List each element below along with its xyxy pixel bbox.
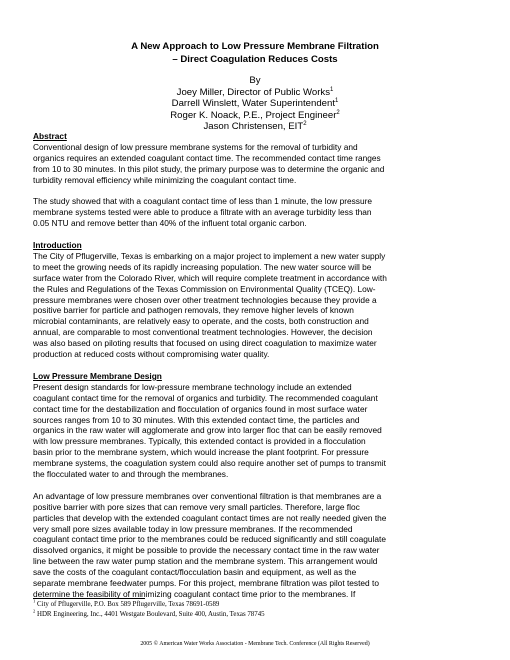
design-heading: Low Pressure Membrane Design: [33, 370, 162, 381]
footnote-text: HDR Engineering, Inc., 4401 Westgate Boulevard, Suite 400, Austin, Texas 78745: [36, 610, 265, 618]
text-line: was also based on piloting results that focused on using direct coagulation to maximize water: [33, 338, 377, 349]
affiliation-mark: 1: [335, 98, 339, 104]
design-paragraph-2: [33, 491, 480, 600]
body-text: [33, 131, 480, 600]
text-line: pressure membranes were chosen over other treatment technologies because they provide a: [33, 294, 377, 305]
text-line: contact time for the destabilization and flocculation of organics found in most surface water: [33, 403, 368, 414]
page-footer: 2005 © American Water Works Association - Membrane Tech. Conference (All Rights Reserved): [140, 641, 370, 647]
text-line: positive barrier with pore sizes that can remove very small particles. Therefore, large floc: [33, 501, 360, 512]
text-line: production at reduced costs without compromising water quality.: [33, 349, 270, 360]
author-name: Roger K. Noack, P.E., Project Engineer: [170, 109, 337, 121]
text-line: positive barrier for particle and pathogen removals, they remove higher levels of known: [33, 305, 354, 316]
text-line: particles that develop with the extended coagulant contact times are not really needed given the: [33, 512, 387, 523]
text-line: Conventional design of low pressure membrane systems for the removal of turbidity and: [33, 141, 358, 152]
title-line-1: A New Approach to Low Pressure Membrane Filtration: [131, 41, 379, 52]
footnote: [33, 610, 480, 620]
text-line: The City of Pflugerville, Texas is embarking on a major project to implement a new water supply: [33, 250, 386, 261]
text-line: The study showed that with a coagulant contact time of less than 1 minute, the low pressure: [33, 196, 373, 207]
text-line: Present design standards for low-pressure membrane technology include an extended: [33, 381, 352, 392]
abstract-heading: Abstract: [33, 131, 67, 141]
text-line: turbidity removal efficiency while minimizing the coagulant contact time.: [33, 174, 297, 185]
footnotes: [33, 600, 480, 620]
author-block: [0, 75, 510, 133]
text-line: to meet the growing needs of its rapidly increasing population. The new water source will be: [33, 261, 372, 272]
text-line: determine the feasibility of minimizing coagulant contact time prior to the membranes. If: [33, 589, 356, 599]
text-line: sources ranges from 10 to 30 minutes. With this extended contact time, the particles and: [33, 414, 360, 425]
footnote-mark: 2: [33, 608, 36, 614]
text-line: very small pore sizes available today in low pressure membranes. If the recommended: [33, 523, 353, 534]
text-line: organics in the raw water will agglomerate and grow into larger floc that can be easily removed: [33, 425, 382, 436]
text-line: the flocculated water to and through the membranes.: [33, 469, 229, 480]
text-line: membrane systems tested were able to produce a filtrate with an average turbidity less than: [33, 207, 372, 218]
footnote-divider: [33, 598, 145, 599]
text-line: coagulant contact time prior to the membranes could be reduced significantly and still coagulate: [33, 534, 386, 545]
text-line: with low pressure membranes. Typically, this extended contact is provided in a flocculation: [33, 436, 366, 447]
affiliation-mark: 2: [303, 121, 307, 128]
author-name: Joey Miller, Director of Public Works: [176, 86, 331, 98]
footnote: [33, 600, 480, 610]
text-line: 0.05 NTU and remove better than 40% of the influent total organic carbon.: [33, 218, 307, 229]
text-line: membrane systems, the coagulation system could also require another set of pumps to transmit: [33, 458, 386, 469]
footnote-mark: 1: [33, 598, 36, 604]
author-line: [0, 87, 510, 99]
text-line: annual, are comparable to most conventional treatment technologies. However, the decision: [33, 327, 373, 338]
text-line: organics requires an extended coagulant contact time. The recommended contact time ranges: [33, 152, 381, 163]
text-line: basin prior to the membrane system, which would increase the plant footprint. For pressure: [33, 447, 369, 458]
affiliation-mark: 1: [330, 86, 334, 93]
paper-title: [0, 41, 510, 66]
abstract-paragraph-1: [33, 142, 480, 186]
abstract-paragraph-2: [33, 196, 480, 229]
introduction-paragraph: [33, 251, 480, 360]
author-name: Jason Christensen, EIT: [203, 121, 304, 133]
footnote-text: City of Pflugerville, P.O. Box 589 Pflugerville, Texas 78691-0589: [36, 601, 220, 608]
text-line: save the costs of the coagulant contact/flocculation basin and equipment, as well as the: [33, 567, 357, 578]
text-line: dissolved organics, it might be possible to provide the necessary contact time in the raw water: [33, 545, 380, 556]
text-line: line between the raw water pump station and the membrane system. This arrangement would: [33, 556, 378, 567]
author-name: Darrell Winslett, Water Superintendent: [171, 98, 335, 110]
text-line: microbial contaminants, are relatively easy to operate, and the costs, both construction and: [33, 316, 369, 327]
title-line-2: – Direct Coagulation Reduces Costs: [172, 53, 338, 65]
introduction-heading: Introduction: [33, 240, 82, 251]
design-paragraph-1: [33, 382, 480, 480]
author-line: [0, 98, 510, 110]
by-label: By: [249, 75, 261, 86]
affiliation-mark: 2: [336, 109, 340, 116]
text-line: separate membrane feedwater pumps. For this project, membrane filtration was pilot tested to: [33, 578, 379, 589]
text-line: from 10 to 30 minutes. In this pilot study, the primary purpose was to determine the organic and: [33, 163, 385, 174]
text-line: the Rules and Regulations of the Texas Commission on Environmental Quality (TCEQ). Low-: [33, 283, 376, 294]
text-line: An advantage of low pressure membranes over conventional filtration is that membranes are a: [33, 490, 382, 501]
text-line: surface water from the Colorado River, which will require complete treatment in accordance with: [33, 272, 387, 283]
text-line: coagulant contact time for the removal of organics and turbidity. The recommended coagulant: [33, 392, 378, 403]
author-line: [0, 110, 510, 122]
